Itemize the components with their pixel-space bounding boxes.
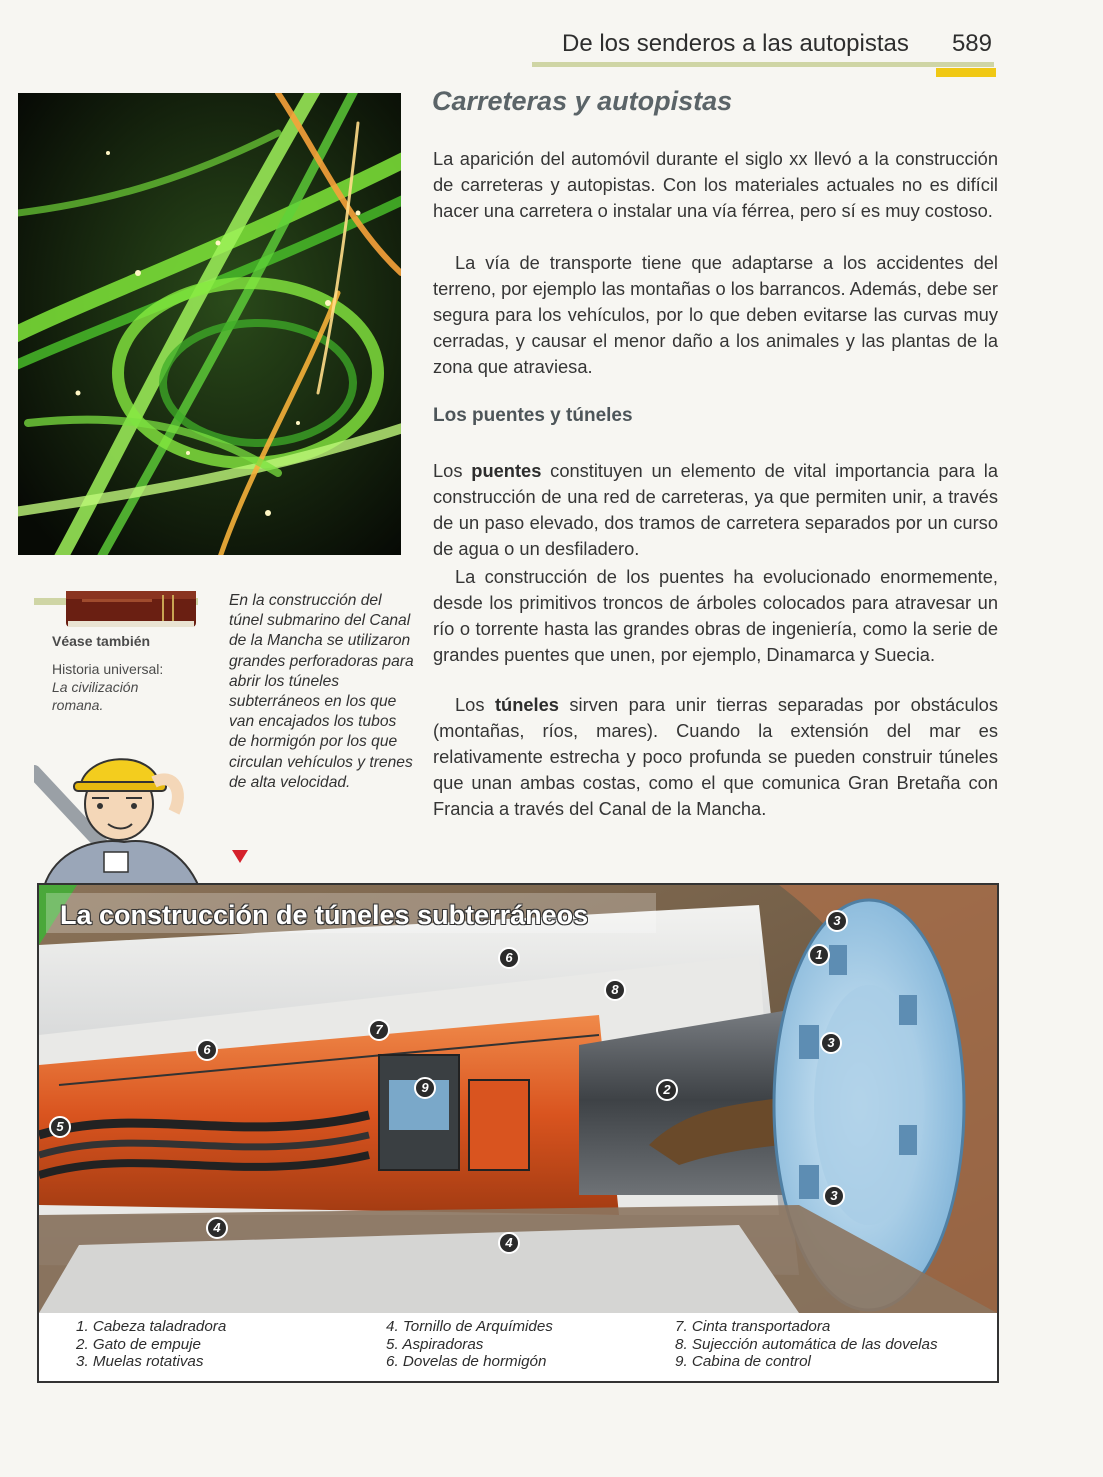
callout-marker: 4 [206,1217,228,1239]
callout-marker: 3 [823,1185,845,1207]
paragraph-bridges [433,458,998,562]
see-also-reference[interactable] [52,660,202,714]
book-icon [62,585,202,638]
legend-item: 1. Cabeza taladradora [76,1318,227,1335]
page-number: 589 [951,30,992,57]
callout-marker: 5 [49,1116,71,1138]
callout-marker: 6 [498,947,520,969]
paragraph-tunnels-post: sirven para unir tierras separadas por obstáculos (montañas, ríos, mares). Cuando la extensión del mar es relativamente estrecha y poco profunda se pueden construir túneles que unan ambas costas, como el que comunica Gran Bretaña con Francia a través del Canal de la Mancha. [433,694,998,819]
callout-marker: 2 [656,1079,678,1101]
see-also-ref-line3: romana. [52,697,104,713]
caption-pointer-icon [232,850,248,863]
callout-marker: 3 [820,1032,842,1054]
callout-marker: 6 [196,1039,218,1061]
see-also-ref-line2: La civilización [52,679,139,695]
legend-column-3 [675,1318,938,1371]
paragraph-bridges-post: constituyen un elemento de vital importancia para la construcción de una red de carreteras, ya que permiten unir, a través de un paso elevado, dos tramos de carretera separados por un curso de agua o un desfiladero. [433,460,998,559]
section-heading: Carreteras y autopistas [432,86,733,116]
bridges-keyword: puentes [471,460,542,481]
paragraph-1: La aparición del automóvil durante el siglo xx llevó a la construcción de carreteras y autopistas. Con los materiales actuales no es difícil hacer una carretera o instalar una vía férrea, pero sí es muy costoso. [433,148,998,221]
legend-column-2 [386,1318,553,1371]
highway-interchange-photo [18,93,401,555]
side-caption: En la construcción del túnel submarino del Canal de la Mancha se utilizaron grandes perforadoras para abrir los túneles subterráneos en los que van encajados los tubos de hormigón por los que circulan vehículos y trenes de alta velocidad. [229,592,414,791]
legend-item: 3. Muelas rotativas [76,1353,204,1371]
paragraph-tunnels [433,692,998,822]
callout-marker: 8 [604,979,626,1001]
callout-marker: 9 [414,1077,436,1099]
callout-marker: 7 [368,1019,390,1041]
legend-item: 2. Gato de empuje [76,1335,201,1353]
legend-item: 8. Sujección automática de las dovelas [675,1335,938,1353]
legend-item: 7. Cinta transportadora [675,1318,831,1335]
legend-item: 4. Tornillo de Arquímides [386,1318,553,1335]
callout-marker: 1 [808,944,830,966]
paragraph-tunnels-pre: Los [455,694,495,715]
callout-marker: 3 [826,910,848,932]
header-accent-bar [936,68,996,77]
callout-marker: 4 [498,1232,520,1254]
paragraph-bridges-pre: Los [433,460,472,481]
worker-cartoon [34,742,224,892]
header-rule [532,62,994,67]
paragraph-2: La vía de transporte tiene que adaptarse a los accidentes del terreno, por ejemplo las montañas o los barrancos. Además, debe ser segura para los vehículos, por lo que deben evitarse las curvas muy cerradas, y causar el menor daño a los animales y las plantas de la zona que atraviesa. [433,252,998,377]
legend-item: 5. Aspiradoras [386,1335,484,1353]
tunnels-keyword: túneles [494,694,559,715]
see-also-ref-line1: Historia universal: [52,661,164,677]
paragraph-bridges-evolution: La construcción de los puentes ha evolucionado enormemente, desde los primitivos troncos de árboles colocados para atravesar un río o torrente hasta las grandes obras de ingeniería, como la serie de grandes puentes que unen, por ejemplo, Dinamarca y Suecia. [433,566,998,665]
figure-title: La construcción de túneles subterráneos [60,900,589,930]
running-head-title: De los senderos a las autopistas [562,30,909,57]
see-also-title: Véase también [52,633,151,649]
running-head [520,26,1000,60]
legend-item: 9. Cabina de control [675,1353,811,1371]
legend-item: 6. Dovelas de hormigón [386,1353,547,1371]
legend-column-1 [76,1318,226,1371]
subheading-bridges-tunnels: Los puentes y túneles [433,405,633,426]
